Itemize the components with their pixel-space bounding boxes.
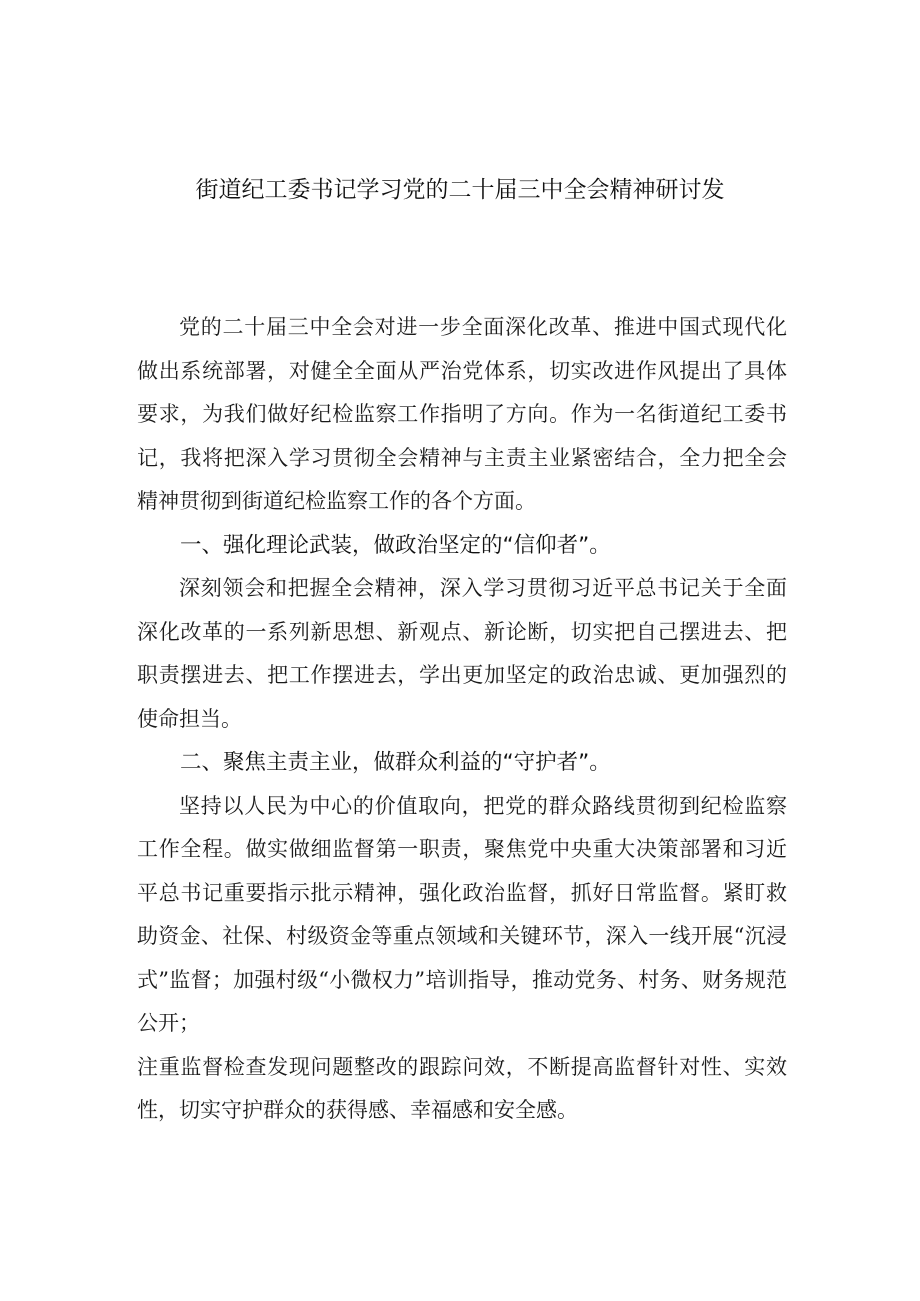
section-2-paragraph: 坚持以人民为中心的价值取向，把党的群众路线贯彻到纪检监察工作全程。做实做细监督第一职责，聚焦党中央重大决策部署和习近平总书记重要指示批示精神，强化政治监督，抓好日常监督。紧盯救助资金、社保、村级资金等重点领域和关键环节，深入一线开展“沉浸式”监督；加强村级“小微权力”培训指导，推动党务、村务、财务规范公开； — [137, 793, 787, 1035]
section-heading-1: 一、强化理论武装，做政治坚定的“信仰者”。 — [180, 532, 611, 558]
section-heading-2: 二、聚焦主责主业，做群众利益的“守护者”。 — [180, 750, 611, 775]
document-title: 街道纪工委书记学习党的二十届三中全会精神研讨发 — [195, 177, 725, 203]
section-2-continuation-paragraph: 注重监督检查发现问题整改的跟踪问效，不断提高监督针对性、实效性，切实守护群众的获得感、幸福感和安全感。 — [137, 1054, 787, 1122]
intro-paragraph: 党的二十届三中全会对进一步全面深化改革、推进中国式现代化做出系统部署，对健全全面从严治党体系，切实改进作风提出了具体要求，为我们做好纪检监察工作指明了方向。作为一名街道纪工委书记，我将把深入学习贯彻全会精神与主责主业紧密结合，全力把全会精神贯彻到街道纪检监察工作的各个方面。 — [137, 315, 787, 513]
document-body — [137, 306, 787, 1133]
section-1-paragraph: 深刻领会和把握全会精神，深入学习贯彻习近平总书记关于全面深化改革的一系列新思想、新观点、新论断，切实把自己摆进去、把职责摆进去、把工作摆进去，学出更加坚定的政治忠诚、更加强烈的使命担当。 — [137, 576, 787, 731]
